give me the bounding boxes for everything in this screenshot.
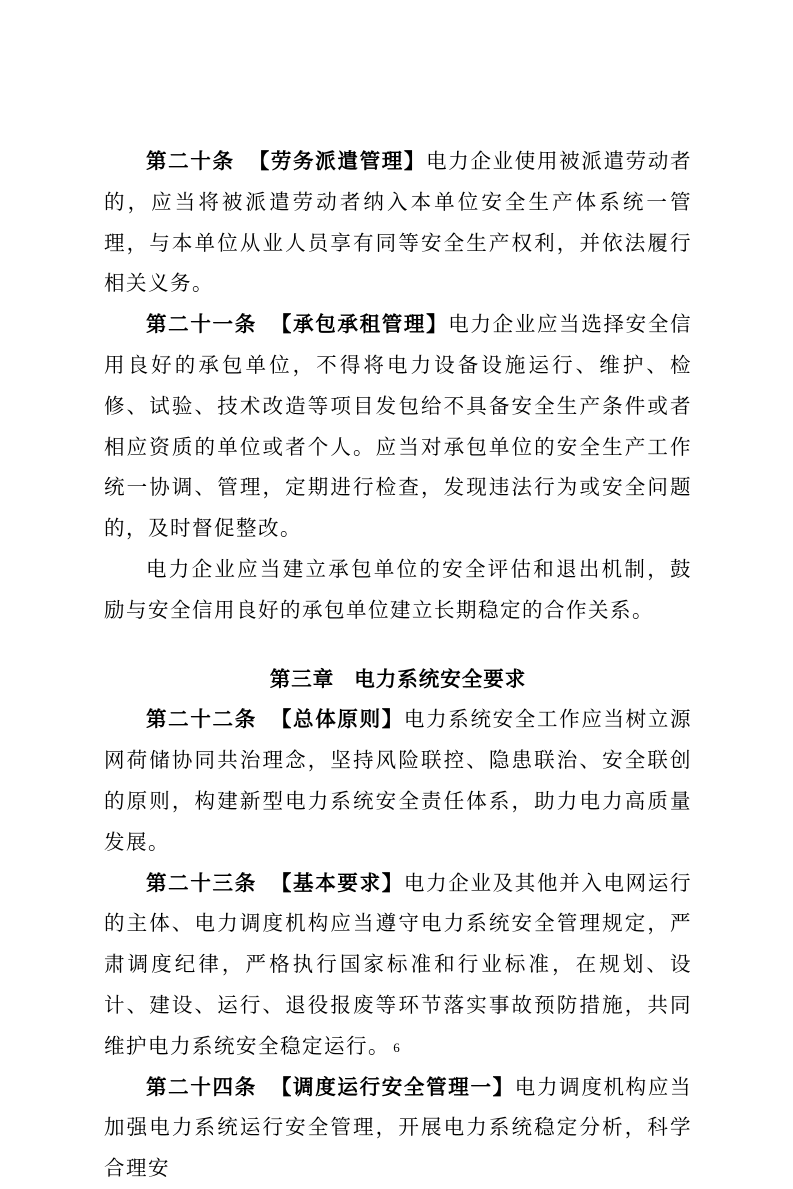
article-body: 电力调度机构应当加强电力系统运行安全管理，开展电力系统稳定分析，科学合理安 xyxy=(104,1074,693,1181)
article-21-continuation: 电力企业应当建立承包单位的安全评估和退出机制，鼓励与安全信用良好的承包单位建立长期稳定的合作关系。 xyxy=(104,556,692,622)
article-title: 【总体原则】 xyxy=(270,707,404,732)
article-number: 第二十四条 xyxy=(146,1074,257,1099)
article-title: 【承包承租管理】 xyxy=(270,312,449,337)
document-page xyxy=(104,141,692,1189)
chapter-number: 第三章 xyxy=(269,666,335,691)
article-21 xyxy=(104,304,692,549)
article-number: 第二十三条 xyxy=(146,870,257,895)
article-number: 第二十一条 xyxy=(146,312,257,337)
article-20 xyxy=(104,141,692,304)
article-24 xyxy=(104,1067,692,1189)
article-title: 【基本要求】 xyxy=(270,870,404,895)
article-body: 电力企业应当选择安全信用良好的承包单位，不得将电力设备设施运行、维护、检修、试验、技术改造等项目发包给不具备安全生产条件或者相应资质的单位或者个人。应当对承包单位的安全生产工作统一协调、管理，定期进行检查，发现违法行为或安全问题的，及时督促整改。 xyxy=(104,312,693,541)
article-title: 【劳务派遣管理】 xyxy=(248,149,427,173)
chapter-title: 电力系统安全要求 xyxy=(354,666,527,691)
article-23 xyxy=(104,863,692,1067)
article-title: 【调度运行安全管理一】 xyxy=(270,1074,515,1099)
article-number: 第二十条 xyxy=(146,149,235,173)
article-body: 电力企业使用被派遣劳动者的，应当将被派遣劳动者纳入本单位安全生产体系统一管理，与本单位从业人员享有同等安全生产权利，并依法履行相关义务。 xyxy=(104,149,693,296)
chapter-heading xyxy=(104,659,692,700)
page-number: 6 xyxy=(393,1040,400,1055)
article-number: 第二十二条 xyxy=(146,707,257,732)
article-body: 电力企业及其他并入电网运行的主体、电力调度机构应当遵守电力系统安全管理规定，严肃调度纪律，严格执行国家标准和行业标准，在规划、设计、建设、运行、退役报废等环节落实事故预防措施，共同维护电力系统安全稳定运行。 xyxy=(104,870,693,1058)
article-body: 电力系统安全工作应当树立源网荷储协同共治理念，坚持风险联控、隐患联治、安全联创的原则，构建新型电力系统安全责任体系，助力电力高质量发展。 xyxy=(104,707,693,854)
article-22 xyxy=(104,699,692,862)
